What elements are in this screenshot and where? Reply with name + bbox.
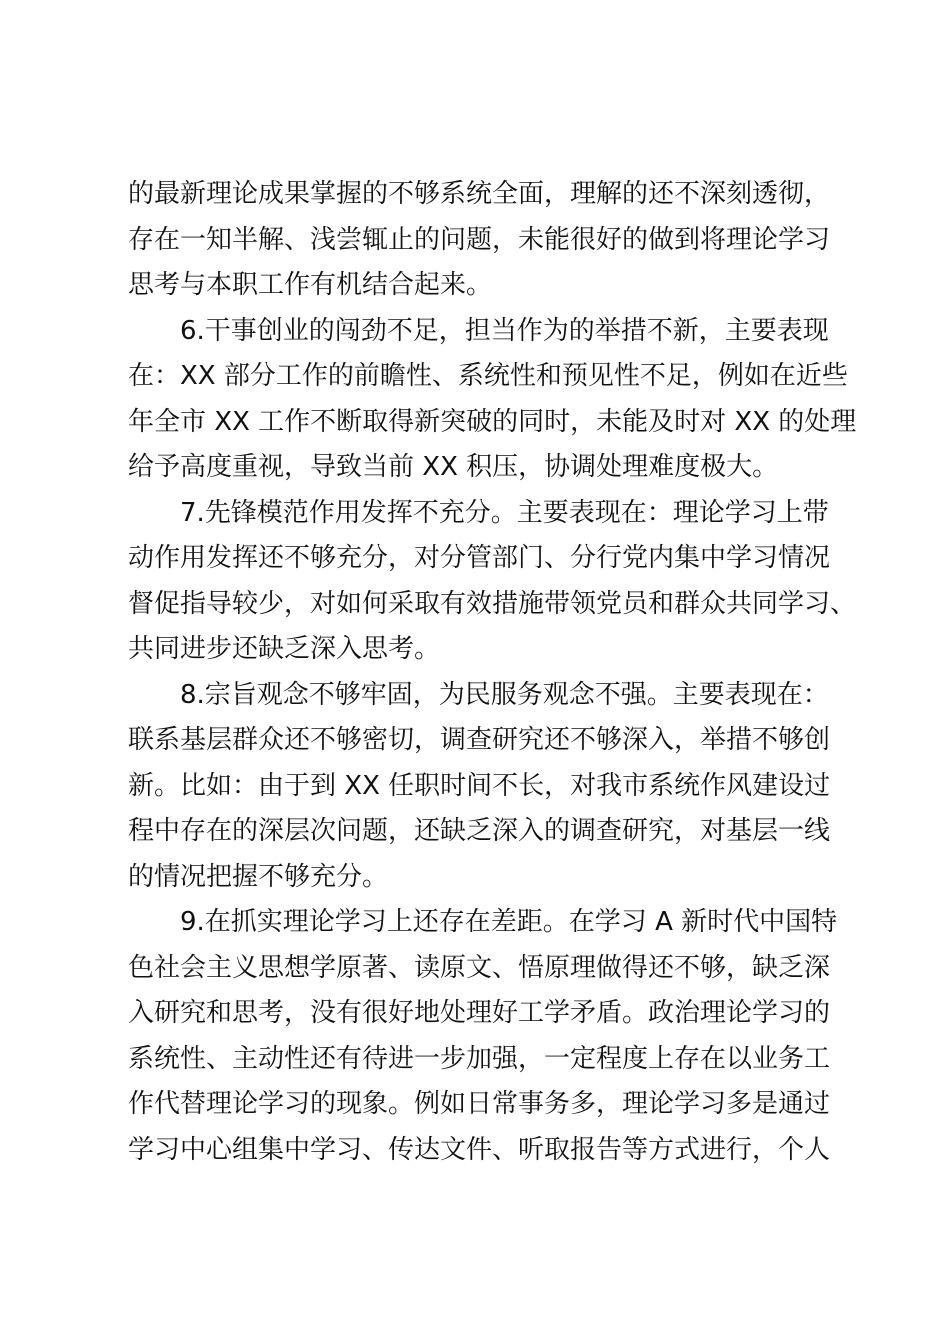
text-line: 新。比如：由于到 XX 任职时间不长，对我市系统作风建设过 [128, 770, 831, 801]
text-line: 督促指导较少，对如何采取有效措施带领党员和群众共同学习、 [128, 588, 857, 619]
text-line: 在：XX 部分工作的前瞻性、系统性和预见性不足，例如在近些 [128, 361, 848, 391]
text-line: 学习中心组集中学习、传达文件、听取报告等方式进行，个人 [128, 1134, 831, 1165]
text-line: 色社会主义思想学原著、读原文、悟原理做得还不够，缺乏深 [128, 952, 831, 983]
document-body [128, 172, 857, 1173]
text-line: 共同进步还缺乏深入思考。 [128, 634, 441, 664]
paragraph-7-heading-line: 7.先锋模范作用发挥不充分。主要表现在：理论学习上带 [180, 497, 829, 528]
text-line: 联系基层群众还不够密切，调查研究还不够深入，举措不够创 [128, 725, 831, 755]
text-line: 入研究和思考，没有很好地处理好工学矛盾。政治理论学习的 [128, 998, 831, 1028]
paragraph-9-heading-line: 9.在抓实理论学习上还存在差距。在学习 A 新时代中国特 [180, 907, 838, 937]
text-line: 系统性、主动性还有待进一步加强，一定程度上存在以业务工 [128, 1043, 831, 1074]
text-line: 动作用发挥还不够充分，对分管部门、分行党内集中学习情况 [128, 543, 831, 573]
text-line: 程中存在的深层次问题，还缺乏深入的调查研究，对基层一线 [128, 816, 831, 846]
text-line: 思考与本职工作有机结合起来。 [128, 270, 493, 300]
text-line: 存在一知半解、浅尝辄止的问题，未能很好的做到将理论学习 [128, 224, 831, 255]
text-line: 给予高度重视，导致当前 XX 积压，协调处理难度极大。 [128, 452, 779, 482]
text-line: 作代替理论学习的现象。例如日常事务多，理论学习多是通过 [128, 1089, 831, 1119]
paragraph-8-heading-line: 8.宗旨观念不够牢固，为民服务观念不强。主要表现在： [180, 679, 829, 710]
text-line: 的最新理论成果掌握的不够系统全面，理解的还不深刻透彻， [128, 179, 831, 209]
text-line: 的情况把握不够充分。 [128, 861, 389, 892]
text-line: 年全市 XX 工作不断取得新突破的同时，未能及时对 XX 的处理 [128, 406, 857, 437]
paragraph-6-heading-line: 6.干事创业的闯劲不足，担当作为的举措不新，主要表现 [180, 315, 829, 346]
